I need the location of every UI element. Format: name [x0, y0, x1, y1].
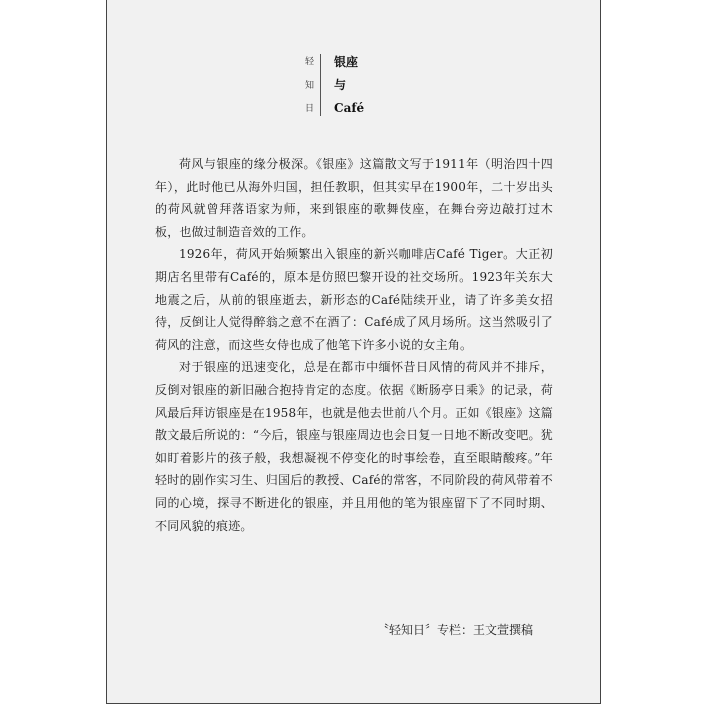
article-body: [155, 153, 553, 537]
column-name-vertical: [305, 54, 321, 116]
paragraph: 对于银座的迅速变化，总是在都市中缅怀昔日风情的荷风并不排斥，反倒对银座的新旧融合抱持肯定的态度。依据《断肠亭日乘》的记录，荷风最后拜访银座是在1958年，也就是他去世前八个月。正如《银座》这篇散文最后所说的：“今后，银座与银座周边也会日复一日地不断改变吧。犹如盯着影片的孩子般，我想凝视不停变化的时事绘卷，直至眼睛酸疼。”年轻时的剧作实习生、归国后的教授、Café的常客，不同阶段的荷风带着不同的心境，探寻不断进化的银座，并且用他的笔为银座留下了不同时期、不同风貌的痕迹。: [155, 360, 553, 533]
title-line: 银座: [334, 55, 359, 69]
column-char: 知: [305, 80, 315, 91]
column-char: 日: [305, 104, 315, 114]
article-title: [321, 54, 364, 116]
paragraph: 荷风与银座的缘分极深。《银座》这篇散文写于1911年（明治四十四年），此时他已从海外归国，担任教职，但其实早在1900年，二十岁出头的荷风就曾拜落语家为师，来到银座的歌舞伎座，在舞台旁边敲打过木板，也做过制造音效的工作。: [155, 157, 553, 239]
column-char: 轻: [305, 57, 315, 67]
title-line: Café: [334, 101, 365, 115]
author-credit: 〝轻知日〞专栏：王文萱撰稿: [376, 623, 533, 637]
paragraph: 1926年，荷风开始频繁出入银座的新兴咖啡店Café Tiger。大正初期店名里带有Café的，原本是仿照巴黎开设的社交场所。1923年关东大地震之后，从前的银座逝去，新形态的Café陆续开业，请了许多美女招待，反倒让人觉得醉翁之意不在酒了：Café成了风月场所。这当然吸引了荷风的注意，而这些女侍也成了他笔下许多小说的女主角。: [155, 247, 553, 352]
title-line: 与: [334, 78, 347, 92]
page: [106, 0, 601, 704]
column-header: [305, 54, 364, 116]
